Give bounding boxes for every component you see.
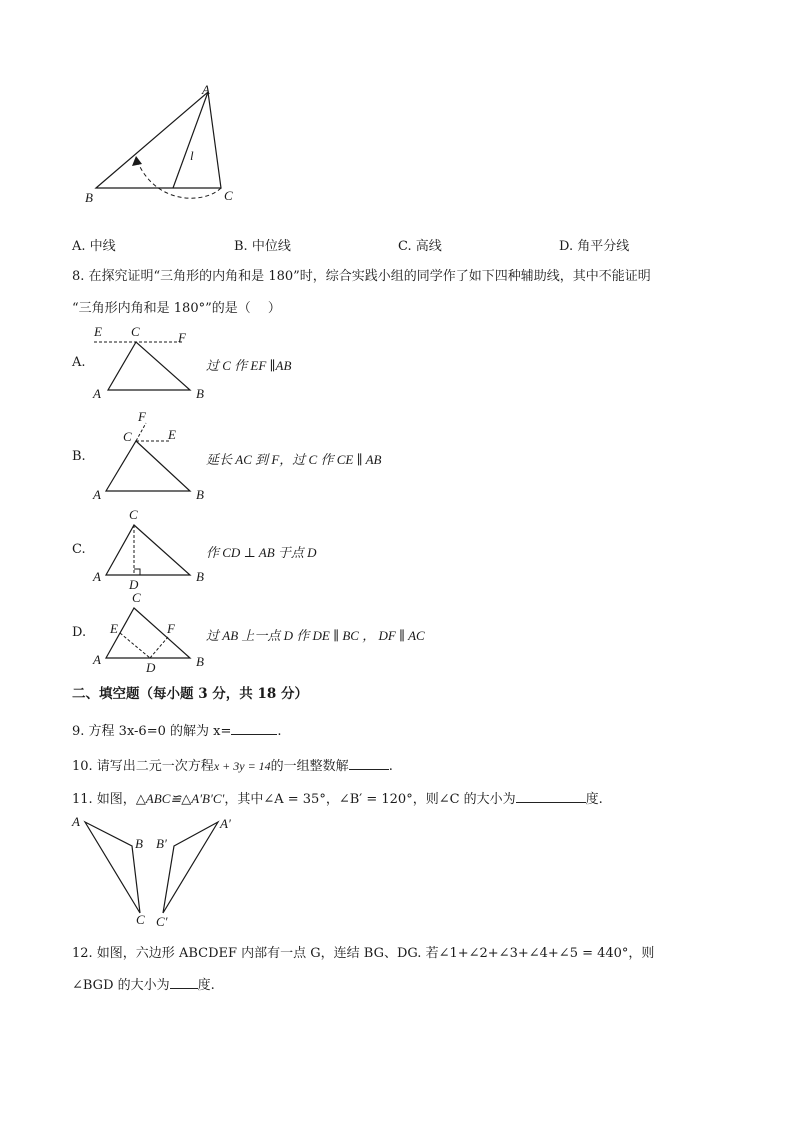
label-b-prime: B′ [156, 836, 167, 851]
label-f: F [138, 409, 146, 424]
q10-prefix: 10. 请写出二元一次方程 [72, 759, 214, 774]
label-e: E [94, 324, 102, 339]
q8-option-d-figure [88, 590, 213, 680]
q8-option-a-figure [88, 320, 213, 405]
label-a: A [93, 652, 101, 667]
label-c: C [132, 590, 141, 605]
triangle [106, 608, 190, 658]
label-b: B [196, 654, 204, 669]
triangle-abc [85, 822, 140, 913]
label-c: C [129, 507, 138, 522]
right-angle-mark [134, 569, 140, 575]
line-df [150, 637, 168, 658]
q11-prefix: 11. 如图， [72, 792, 136, 807]
label-d: D [129, 577, 139, 592]
q9 [72, 720, 282, 739]
q8-option-c-figure [88, 505, 213, 595]
q7-figure [80, 80, 250, 210]
label-a: A [93, 386, 101, 401]
q9-suffix: . [277, 724, 282, 739]
label-c: C [224, 188, 233, 203]
q8-option-c-letter[interactable]: C. [72, 542, 86, 557]
label-d: D [146, 660, 156, 675]
q10-answer-blank[interactable] [349, 757, 389, 770]
label-b: B [196, 386, 204, 401]
label-c: C [136, 912, 145, 927]
q8-option-d-letter[interactable]: D. [72, 625, 87, 640]
label-b: B [85, 190, 93, 205]
label-c: C [131, 324, 140, 339]
label-a-prime: A′ [220, 816, 231, 831]
arc-arrowhead [132, 156, 142, 166]
label-a: A [72, 814, 80, 829]
q12-line2-prefix: ∠BGD 的大小为 [72, 978, 170, 993]
label-f: F [178, 330, 186, 345]
q8-stem-line2: “三角形内角和是 180°”的是（ ） [72, 301, 281, 316]
q9-prefix: 9. 方程 3x-6=0 的解为 x= [72, 724, 232, 739]
q7-option-d[interactable]: D. 角平分线 [559, 239, 630, 254]
label-c-prime: C′ [156, 914, 168, 929]
q12-line2 [72, 974, 215, 993]
q7-option-c[interactable]: C. 高线 [398, 239, 442, 254]
q11 [72, 788, 603, 807]
q11-answer-blank[interactable] [516, 790, 586, 803]
label-c: C [123, 429, 132, 444]
label-a: A [93, 569, 101, 584]
q8-option-b-desc: 延长 AC 到 F，过 C 作 CE ∥ AB [206, 452, 382, 467]
q11-figure [70, 808, 250, 933]
q11-suffix: 度. [585, 792, 603, 807]
label-f: F [167, 621, 175, 636]
fold-arc [136, 158, 221, 198]
q8-option-b-figure [88, 405, 213, 505]
q8-option-a-desc: 过 C 作 EF ∥AB [206, 358, 292, 373]
q9-answer-blank[interactable] [231, 722, 277, 735]
q11-congruence: △ABC≌△A′B′C′ [135, 791, 225, 806]
line-cf [136, 423, 146, 441]
triangle [108, 342, 190, 390]
label-a: A [202, 82, 210, 97]
q8-option-c-desc: 作 CD ⊥ AB 于点 D [206, 545, 317, 560]
q10-middle: 的一组整数解 [270, 759, 349, 774]
q8-option-b-letter[interactable]: B. [72, 449, 86, 464]
triangle-abc-prime [163, 822, 218, 913]
q7-option-b[interactable]: B. 中位线 [234, 239, 291, 254]
q11-middle: ，其中∠A = 35°，∠B′ = 120°，则∠C 的大小为 [224, 792, 516, 807]
q8-option-d-desc: 过 AB 上一点 D 作 DE ∥ BC ， DF ∥ AC [206, 628, 425, 643]
label-b: B [196, 487, 204, 502]
q7-option-a[interactable]: A. 中线 [72, 239, 116, 254]
q12-answer-blank[interactable] [170, 976, 198, 989]
triangle [106, 525, 190, 575]
section-title: 二、填空题（每小题 3 分，共 18 分） [72, 686, 308, 702]
q10-equation: x + 3y = 14 [213, 759, 271, 773]
q8-option-a-letter[interactable]: A. [72, 355, 86, 370]
q12-line1: 12. 如图，六边形 ABCDEF 内部有一点 G，连结 BG、DG. 若∠1+∠2+∠3+∠4+∠5 = 440°，则 [72, 946, 655, 961]
label-e: E [110, 621, 118, 636]
triangle [106, 441, 190, 491]
q8-stem-line1: 8. 在探究证明“三角形的内角和是 180”时，综合实践小组的同学作了如下四种辅助线，其中不能证明 [72, 269, 651, 284]
label-a: A [93, 487, 101, 502]
label-b: B [196, 569, 204, 584]
q10 [72, 755, 393, 774]
q12-line2-suffix: 度. [197, 978, 215, 993]
line-de [120, 633, 150, 658]
label-e: E [168, 427, 176, 442]
q10-suffix: . [388, 759, 393, 774]
label-l: l [190, 148, 194, 163]
label-b: B [135, 836, 143, 851]
